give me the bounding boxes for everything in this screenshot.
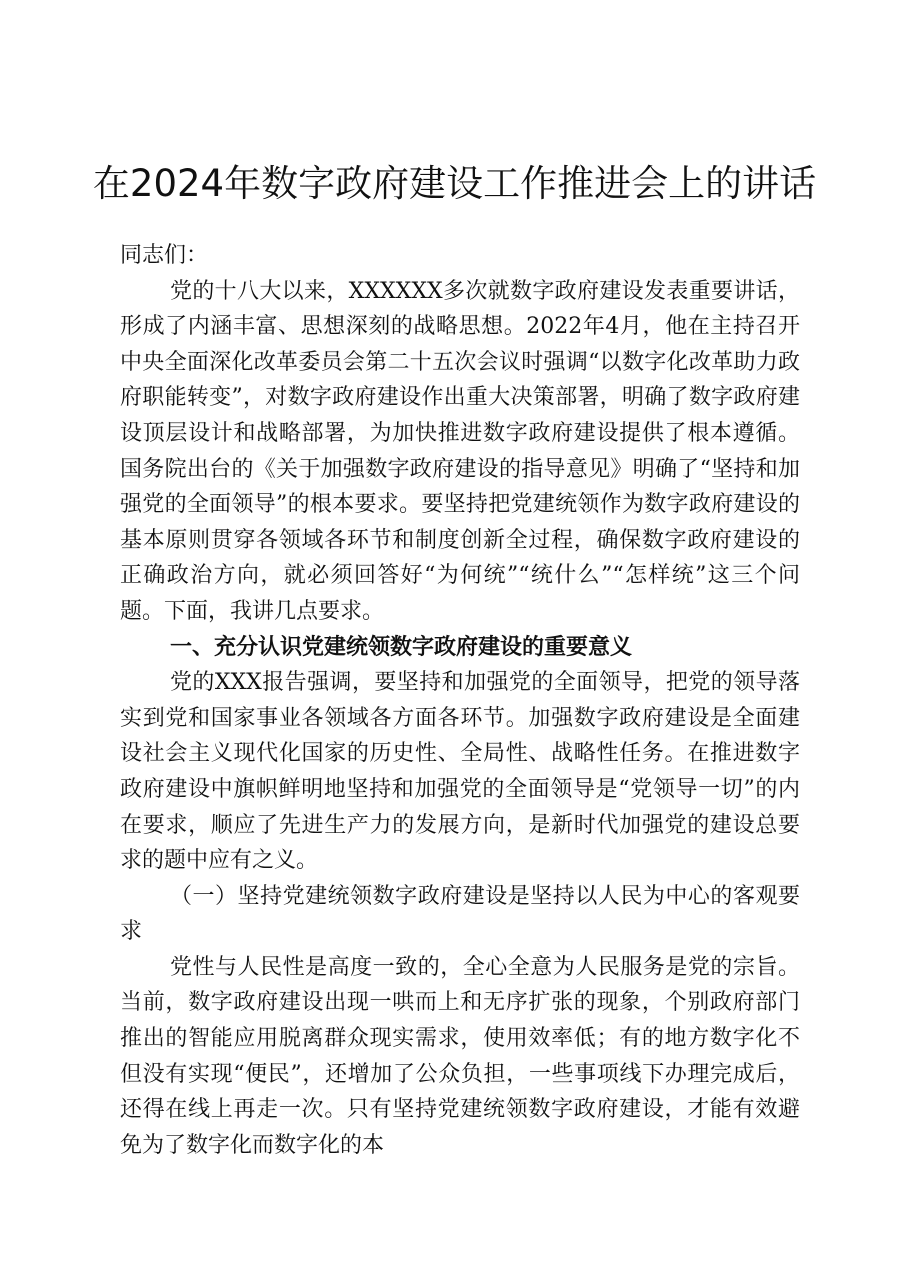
section-heading-1: 一、充分认识党建统领数字政府建设的重要意义 <box>170 633 633 660</box>
document-body <box>120 238 800 1163</box>
document-title: 在2024年数字政府建设工作推进会上的讲话 <box>92 162 817 205</box>
salutation: 同志们： <box>120 243 209 268</box>
paragraph-intro: 党的十八大以来，XXXXXX多次就数字政府建设发表重要讲话，形成了内涵丰富、思想深刻的战略思想。2022年4月，他在主持召开中央全面深化改革委员会第二十五次会议时强调“以数字化改革助力政府职能转变”，对数字政府建设作出重大决策部署，明确了数字政府建设顶层设计和战略部署，为加快推进数字政府建设提供了根本遵循。国务院出台的《关于加强数字政府建设的指导意见》明确了“坚持和加强党的全面领导”的根本要求。要坚持把党建统领作为数字政府建设的基本原则贯穿各领域各环节和制度创新全过程，确保数字政府建设的正确政治方向，就必须回答好“为何统”“统什么”“怎样统”这三个问题。下面，我讲几点要求。 <box>120 278 800 624</box>
paragraph-section-1: 党的XXX报告强调，要坚持和加强党的全面领导，把党的领导落实到党和国家事业各领域各方面各环节。加强数字政府建设是全面建设社会主义现代化国家的历史性、全局性、战略性任务。在推进数字政府建设中旗帜鲜明地坚持和加强党的全面领导是“党领导一切”的内在要求，顺应了先进生产力的发展方向，是新时代加强党的建设总要求的题中应有之义。 <box>120 670 800 874</box>
subsection-heading-1: （一）坚持党建统领数字政府建设是坚持以人民为中心的客观要求 <box>120 883 800 945</box>
paragraph-subsection-1: 党性与人民性是高度一致的，全心全意为人民服务是党的宗旨。当前，数字政府建设出现一哄而上和无序扩张的现象，个别政府部门推出的智能应用脱离群众现实需求，使用效率低；有的地方数字化不但没有实现“便民”，还增加了公众负担，一些事项线下办理完成后，还得在线上再走一次。只有坚持党建统领数字政府建设，才能有效避免为了数字化而数字化的本 <box>120 954 800 1158</box>
